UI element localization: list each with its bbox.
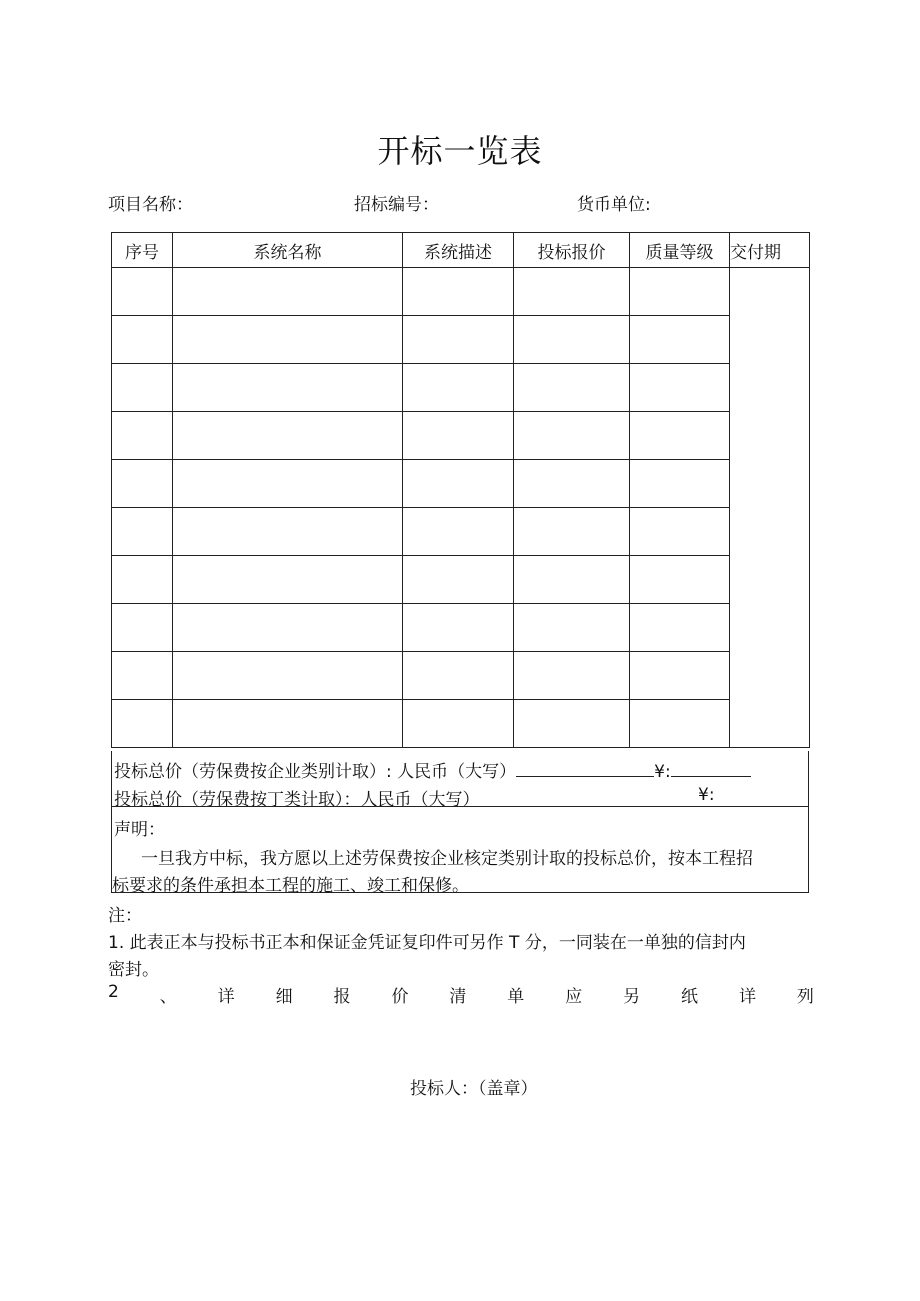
declaration-box (111, 806, 809, 896)
table-cell[interactable] (630, 412, 730, 460)
table-cell[interactable] (630, 508, 730, 556)
table-cell[interactable] (403, 460, 514, 508)
delivery-period-cell[interactable] (730, 268, 810, 748)
currency-unit-label: 货币单位: (577, 195, 651, 215)
table-cell[interactable] (173, 268, 403, 316)
table-cell[interactable] (630, 652, 730, 700)
table-cell[interactable] (514, 556, 630, 604)
tender-number-label: 招标编号： (354, 195, 439, 215)
table-cell[interactable] (514, 700, 630, 748)
table-cell[interactable] (173, 604, 403, 652)
table-cell[interactable] (173, 508, 403, 556)
bid-table (111, 232, 810, 748)
table-header-row (112, 233, 810, 268)
table-row (112, 268, 810, 316)
table-row (112, 412, 810, 460)
declaration-line-1: 一旦我方中标，我方愿以上述劳保费按企业核定类别计取的投标总价，按本工程招 (141, 849, 753, 869)
table-cell[interactable] (403, 700, 514, 748)
yen-label-2: ¥: (698, 785, 715, 805)
table-row (112, 508, 810, 556)
total-price-line-2: 投标总价（劳保费按丁类计取）：人民币（大写） (114, 790, 480, 810)
header-system-name: 系统名称 (173, 233, 403, 268)
table-cell[interactable] (112, 604, 173, 652)
note-2-char: 列 (796, 987, 814, 1007)
table-cell[interactable] (403, 604, 514, 652)
header-delivery-period: 交付期 (730, 233, 810, 268)
table-cell[interactable] (403, 316, 514, 364)
table-row (112, 604, 810, 652)
table-cell[interactable] (630, 700, 730, 748)
table-cell[interactable] (173, 460, 403, 508)
table-cell[interactable] (173, 652, 403, 700)
note-2-char: 应 (565, 987, 583, 1007)
note-2-char: 纸 (681, 987, 699, 1007)
bidder-signature-label: 投标人：（盖章） (410, 1079, 538, 1099)
yen-label-1: ¥: (654, 762, 671, 782)
header-quality-grade: 质量等级 (630, 233, 730, 268)
note-2-char: 2 (108, 982, 119, 1002)
table-cell[interactable] (514, 268, 630, 316)
project-name-label: 项目名称： (108, 195, 193, 215)
table-cell[interactable] (173, 364, 403, 412)
table-row (112, 364, 810, 412)
header-index: 序号 (112, 233, 173, 268)
note-2-char: 另 (623, 987, 641, 1007)
table-cell[interactable] (403, 268, 514, 316)
note-2-char: 报 (333, 987, 351, 1007)
table-cell[interactable] (112, 700, 173, 748)
total-price-line-1: 投标总价（劳保费按企业类别计取）: 人民币（大写） (114, 762, 517, 782)
note-2-char: 详 (738, 987, 756, 1007)
table-cell[interactable] (173, 316, 403, 364)
table-cell[interactable] (112, 508, 173, 556)
table-cell[interactable] (514, 652, 630, 700)
note-1-line-1: 1. 此表正本与投标书正本和保证金凭证复印件可另作 T 分，一同装在一单独的信封内 (108, 933, 746, 953)
table-cell[interactable] (630, 556, 730, 604)
note-2-char: 、 (159, 987, 177, 1007)
table-cell[interactable] (173, 700, 403, 748)
table-row (112, 460, 810, 508)
note-2-char: 单 (507, 987, 525, 1007)
table-cell[interactable] (112, 364, 173, 412)
declaration-line-2: 标要求的条件承担本工程的施工、竣工和保修。 (112, 876, 469, 896)
table-cell[interactable] (112, 460, 173, 508)
note-2-char: 详 (217, 987, 235, 1007)
table-cell[interactable] (514, 508, 630, 556)
declaration-heading: 声明： (114, 820, 165, 840)
table-cell[interactable] (403, 412, 514, 460)
table-cell[interactable] (173, 556, 403, 604)
table-row (112, 556, 810, 604)
table-cell[interactable] (630, 268, 730, 316)
table-cell[interactable] (112, 316, 173, 364)
table-row (112, 700, 810, 748)
notes-heading: 注： (108, 906, 142, 926)
table-cell[interactable] (112, 556, 173, 604)
note-2-char: 价 (391, 987, 409, 1007)
table-cell[interactable] (112, 412, 173, 460)
table-cell[interactable] (630, 460, 730, 508)
note-2 (108, 982, 814, 1007)
note-1-line-2: 密封。 (108, 960, 159, 980)
table-cell[interactable] (514, 364, 630, 412)
table-cell[interactable] (403, 364, 514, 412)
table-cell[interactable] (630, 604, 730, 652)
totals-box (111, 751, 809, 810)
table-cell[interactable] (403, 556, 514, 604)
table-cell[interactable] (514, 460, 630, 508)
total-words-field-1[interactable] (516, 759, 654, 777)
header-bid-price: 投标报价 (514, 233, 630, 268)
table-cell[interactable] (630, 316, 730, 364)
note-2-char: 清 (449, 987, 467, 1007)
header-system-description: 系统描述 (403, 233, 514, 268)
table-cell[interactable] (630, 364, 730, 412)
table-cell[interactable] (514, 316, 630, 364)
table-cell[interactable] (403, 508, 514, 556)
table-row (112, 652, 810, 700)
page-title: 开标一览表 (377, 132, 543, 170)
note-2-char: 细 (275, 987, 293, 1007)
table-cell[interactable] (514, 412, 630, 460)
table-cell[interactable] (514, 604, 630, 652)
table-cell[interactable] (403, 652, 514, 700)
table-cell[interactable] (112, 652, 173, 700)
table-row (112, 316, 810, 364)
total-amount-field-1[interactable] (671, 759, 751, 777)
table-cell[interactable] (173, 412, 403, 460)
table-cell[interactable] (112, 268, 173, 316)
